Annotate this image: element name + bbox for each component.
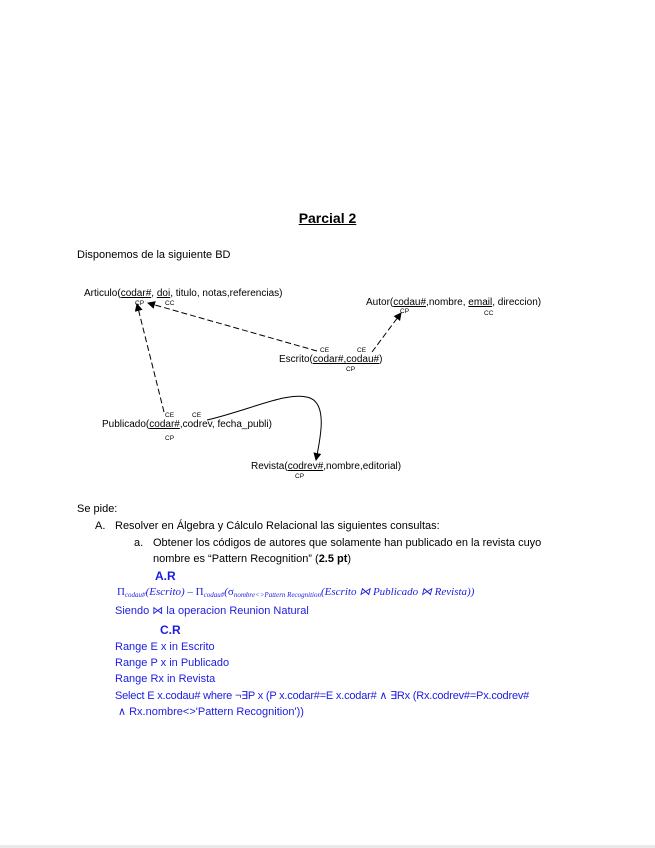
range-line-publicado: Range P x in Publicado xyxy=(115,657,230,669)
item-a-a-marker: a. xyxy=(134,537,144,549)
algebra-expression: $\Pi_{codau\#}(Escrito)$ – $\Pi_{codau\#}(\sigma_{nombre<>Pattern Recognition}(Escrito$ ⋈ Publicado ⋈ Revista)) xyxy=(117,586,475,599)
escrito-cp-label: CP xyxy=(346,366,356,373)
range-line-revista: Range Rx in Revista xyxy=(115,673,216,685)
escrito-ce1-label: CE xyxy=(320,347,330,354)
escrito-to-autor-arrow xyxy=(372,313,401,352)
se-pide-label: Se pide: xyxy=(77,503,118,515)
item-a-a-points: 2.5 pt xyxy=(318,553,348,565)
publicado-cp-label: CP xyxy=(165,435,175,442)
item-a-a-line1: Obtener los códigos de autores que solamente han publicado en la revista cuyo xyxy=(153,537,542,549)
revista-cp-label: CP xyxy=(295,473,305,480)
escrito-relation: Escrito(codar#,codau#) xyxy=(279,354,383,365)
cr-heading: C.R xyxy=(160,623,181,637)
publicado-to-articulo-arrow xyxy=(137,304,164,412)
siendo-text: Siendo ⋈ la operacion Reunion Natural xyxy=(115,605,309,617)
item-a-a-line2: nombre es “Pattern Recognition” (2.5 pt) xyxy=(153,553,352,565)
articulo-relation: Articulo(codar#, doi, titulo, notas,referencias) xyxy=(84,288,283,299)
ar-heading: A.R xyxy=(155,569,176,583)
intro-text: Disponemos de la siguiente BD xyxy=(77,249,231,261)
select-line-2: ∧ Rx.nombre<>'Pattern Recognition')) xyxy=(118,706,304,718)
publicado-ce1-label: CE xyxy=(165,412,175,419)
publicado-relation: Publicado(codar#,codrev, fecha_publi) xyxy=(102,419,272,430)
escrito-to-articulo-arrow xyxy=(148,303,317,351)
select-line-1: Select E x.codau# where ¬∃P x (P x.codar#=E x.codar# ∧ ∃Rx (Rx.codrev#=Px.codrev# xyxy=(115,690,530,702)
autor-cp-label: CP xyxy=(400,308,410,315)
item-a-marker: A. xyxy=(95,520,106,532)
item-a-text: Resolver en Álgebra y Cálculo Relacional las siguientes consultas: xyxy=(115,520,440,532)
page-title: Parcial 2 xyxy=(298,210,357,226)
escrito-ce2-label: CE xyxy=(357,347,367,354)
articulo-cc-label: CC xyxy=(165,300,175,307)
articulo-cp-label: CP xyxy=(135,300,145,307)
publicado-ce2-label: CE xyxy=(192,412,202,419)
range-line-escrito: Range E x in Escrito xyxy=(115,641,215,653)
autor-cc-label: CC xyxy=(484,310,494,317)
revista-relation: Revista(codrev#,nombre,editorial) xyxy=(251,461,402,472)
autor-relation: Autor(codau#,nombre, email, direccion) xyxy=(366,297,542,308)
